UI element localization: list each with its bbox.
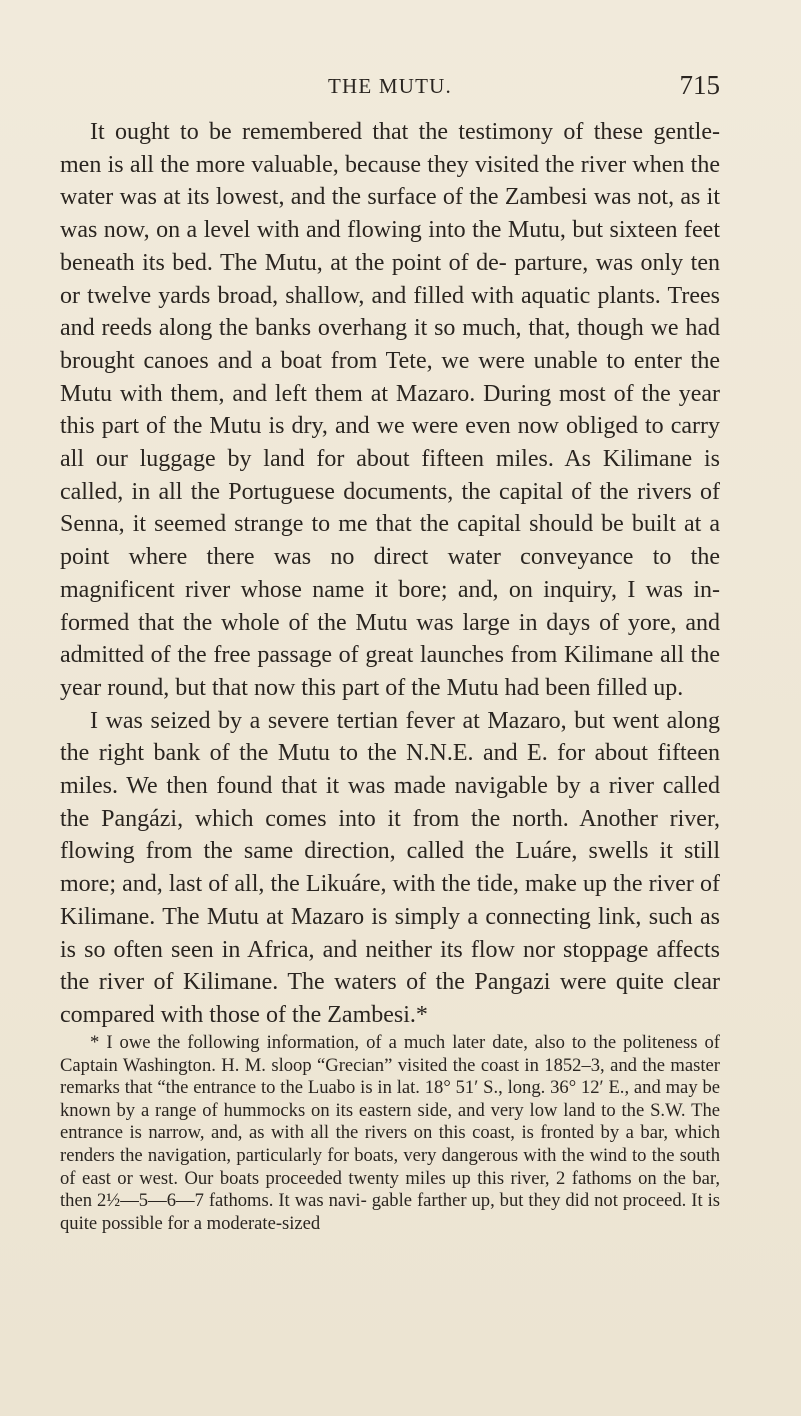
running-title: THE MUTU. — [328, 74, 452, 98]
page-header — [60, 68, 720, 108]
page-number: 715 — [679, 70, 720, 100]
paragraph-1: It ought to be remembered that the testimony of these gentle- men is all the more valuable, because they visited the river when the water was at its lowest, and the surface of the Zambesi was not, as it was now, on a level with and flowing into the Mutu, but sixteen feet beneath its bed. The Mutu, at the point of de- parture, was only ten or twelve yards broad, shallow, and filled with aquatic plants. Trees and reeds along the banks overhang it so much, that, though we had brought canoes and a boat from Tete, we were unable to enter the Mutu with them, and left them at Mazaro. During most of the year this part of the Mutu is dry, and we were even now obliged to carry all our luggage by land for about fifteen miles. As Kilimane is called, in all the Portuguese documents, the capital of the rivers of Senna, it seemed strange to me that the capital should be built at a point where there was no direct water conveyance to the magnificent river whose name it bore; and, on inquiry, I was in- formed that the whole of the Mutu was large in days of yore, and admitted of the free passage of great launches from Kilimane all the year round, but that now this part of the Mutu had been filled up. — [60, 119, 720, 701]
footnote: * I owe the following information, of a much later date, also to the politeness of Captain Washington. H. M. sloop “Grecian” visited the coast in 1852–3, and the master remarks that “the entrance to the Luabo is in lat. 18° 51′ S., long. 36° 12′ E., and may be known by a range of hummocks on its eastern side, and very low land to the S.W. The entrance is narrow, and, as with all the rivers on this coast, is fronted by a bar, which renders the navigation, particularly for boats, very dangerous with the wind to the south of east or west. Our boats proceeded twenty miles up this river, 2 fathoms on the bar, then 2½—5—6—7 fathoms. It was navi- gable farther up, but they did not proceed. It is quite possible for a moderate-sized — [60, 1032, 720, 1234]
main-text — [60, 116, 720, 1032]
paragraph-2: I was seized by a severe tertian fever at Mazaro, but went along the right bank of the Mutu to the N.N.E. and E. for about fifteen miles. We then found that it was made navigable by a river called the Pangázi, which comes into it from the north. Another river, flowing from the same direction, called the Luáre, swells it still more; and, last of all, the Likuáre, with the tide, make up the river of Kilimane. The Mutu at Mazaro is simply a connecting link, such as is so often seen in Africa, and neither its flow nor stoppage affects the river of Kilimane. The waters of the Pangazi were quite clear compared with those of the Zambesi.* — [60, 707, 720, 1028]
